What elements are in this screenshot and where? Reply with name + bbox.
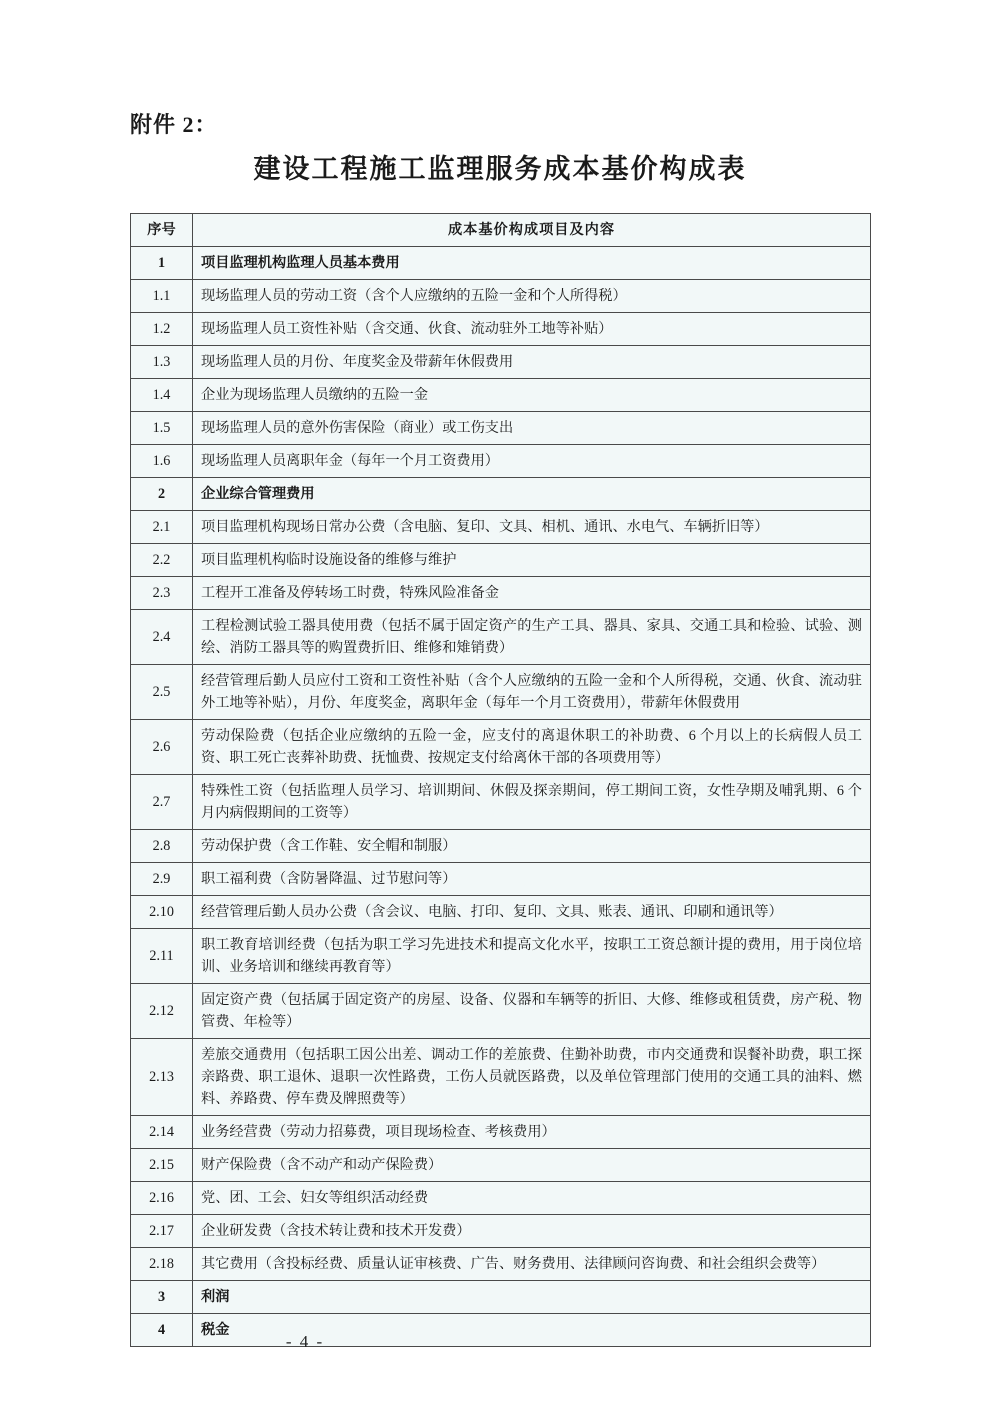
row-content: 业务经营费（劳动力招募费，项目现场检查、考核费用） (193, 1116, 871, 1149)
table-row (131, 1215, 871, 1248)
row-number: 1.3 (131, 346, 193, 379)
row-number: 1.6 (131, 445, 193, 478)
page-title: 建设工程施工监理服务成本基价构成表 (253, 154, 747, 185)
row-content: 企业为现场监理人员缴纳的五险一金 (193, 379, 871, 412)
table-row (131, 775, 871, 830)
table-row (131, 412, 871, 445)
row-content: 特殊性工资（包括监理人员学习、培训期间、休假及探亲期间，停工期间工资，女性孕期及哺乳期、6 个月内病假期间的工资等） (193, 775, 871, 830)
table-row (131, 544, 871, 577)
table-row (131, 863, 871, 896)
row-number: 2.6 (131, 720, 193, 775)
row-number: 2.9 (131, 863, 193, 896)
table-row (131, 346, 871, 379)
row-content: 现场监理人员的劳动工资（含个人应缴纳的五险一金和个人所得税） (193, 280, 871, 313)
row-number: 1.4 (131, 379, 193, 412)
row-number: 4 (131, 1314, 193, 1347)
row-content: 经营管理后勤人员办公费（含会议、电脑、打印、复印、文具、账表、通讯、印刷和通讯等） (193, 896, 871, 929)
table-row (131, 896, 871, 929)
row-number: 2.12 (131, 984, 193, 1039)
row-number: 1 (131, 247, 193, 280)
row-content: 项目监理机构现场日常办公费（含电脑、复印、文具、相机、通讯、水电气、车辆折旧等） (193, 511, 871, 544)
row-number: 1.1 (131, 280, 193, 313)
page-number (0, 1332, 1000, 1352)
row-content: 项目监理机构监理人员基本费用 (193, 247, 871, 280)
row-number: 2.18 (131, 1248, 193, 1281)
table-row (131, 929, 871, 984)
table-row (131, 1039, 871, 1116)
row-number: 2.15 (131, 1149, 193, 1182)
table-row (131, 1182, 871, 1215)
row-content: 企业研发费（含技术转让费和技术开发费） (193, 1215, 871, 1248)
column-header-content: 成本基价构成项目及内容 (193, 214, 871, 247)
table-row (131, 313, 871, 346)
row-number: 1.2 (131, 313, 193, 346)
row-content: 项目监理机构临时设施设备的维修与维护 (193, 544, 871, 577)
table-row (131, 1149, 871, 1182)
row-content: 工程开工准备及停转场工时费，特殊风险准备金 (193, 577, 871, 610)
table-row (131, 720, 871, 775)
row-number: 2.2 (131, 544, 193, 577)
row-content: 利润 (193, 1281, 871, 1314)
row-number: 2.3 (131, 577, 193, 610)
row-number: 2.10 (131, 896, 193, 929)
row-number: 2.13 (131, 1039, 193, 1116)
attachment-label: 附件 2： (130, 112, 218, 137)
table-row (131, 478, 871, 511)
row-content: 财产保险费（含不动产和动产保险费） (193, 1149, 871, 1182)
row-content: 职工教育培训经费（包括为职工学习先进技术和提高文化水平，按职工工资总额计提的费用，用于岗位培训、业务培训和继续再教育等） (193, 929, 871, 984)
row-content: 劳动保险费（包括企业应缴纳的五险一金，应支付的离退休职工的补助费、6 个月以上的长病假人员工资、职工死亡丧葬补助费、抚恤费、按规定支付给离休干部的各项费用等） (193, 720, 871, 775)
table-row (131, 577, 871, 610)
table-row (131, 247, 871, 280)
row-number: 2.4 (131, 610, 193, 665)
table-row (131, 610, 871, 665)
table-row (131, 830, 871, 863)
row-content: 现场监理人员离职年金（每年一个月工资费用） (193, 445, 871, 478)
row-content: 劳动保护费（含工作鞋、安全帽和制服） (193, 830, 871, 863)
row-number: 2.16 (131, 1182, 193, 1215)
table-row (131, 511, 871, 544)
row-content: 其它费用（含投标经费、质量认证审核费、广告、财务费用、法律顾问咨询费、和社会组织会费等） (193, 1248, 871, 1281)
row-content: 固定资产费（包括属于固定资产的房屋、设备、仪器和车辆等的折旧、大修、维修或租赁费，房产税、物管费、年检等） (193, 984, 871, 1039)
row-content: 现场监理人员工资性补贴（含交通、伙食、流动驻外工地等补贴） (193, 313, 871, 346)
row-number: 2.17 (131, 1215, 193, 1248)
row-number: 2.11 (131, 929, 193, 984)
table-row (131, 379, 871, 412)
row-number: 2 (131, 478, 193, 511)
table-row (131, 1116, 871, 1149)
row-number: 2.5 (131, 665, 193, 720)
row-number: 3 (131, 1281, 193, 1314)
row-number: 1.5 (131, 412, 193, 445)
table-body (131, 247, 871, 1347)
table-row (131, 280, 871, 313)
row-content: 工程检测试验工器具使用费（包括不属于固定资产的生产工具、器具、家具、交通工具和检验、试验、测绘、消防工器具等的购置费折旧、维修和雉销费） (193, 610, 871, 665)
table-row (131, 984, 871, 1039)
row-content: 企业综合管理费用 (193, 478, 871, 511)
row-number: 2.7 (131, 775, 193, 830)
row-content: 现场监理人员的月份、年度奖金及带薪年休假费用 (193, 346, 871, 379)
table-row (131, 1248, 871, 1281)
row-content: 差旅交通费用（包括职工因公出差、调动工作的差旅费、住勤补助费，市内交通费和误餐补助费，职工探亲路费、职工退休、退职一次性路费，工伤人员就医路费，以及单位管理部门使用的交通工具的油料、燃料、养路费、停车费及牌照费等） (193, 1039, 871, 1116)
table-header-row (131, 214, 871, 247)
row-content: 经营管理后勤人员应付工资和工资性补贴（含个人应缴纳的五险一金和个人所得税，交通、伙食、流动驻外工地等补贴），月份、年度奖金，离职年金（每年一个月工资费用），带薪年休假费用 (193, 665, 871, 720)
page-number-text: - 4 - (285, 1332, 325, 1351)
row-content: 税金 (193, 1314, 871, 1347)
table-row (131, 445, 871, 478)
row-number: 2.14 (131, 1116, 193, 1149)
cost-basis-table (130, 213, 871, 1347)
table-row (131, 665, 871, 720)
table-row (131, 1281, 871, 1314)
row-content: 党、团、工会、妇女等组织活动经费 (193, 1182, 871, 1215)
row-number: 2.1 (131, 511, 193, 544)
column-header-no: 序号 (131, 214, 193, 247)
row-number: 2.8 (131, 830, 193, 863)
row-content: 职工福利费（含防暑降温、过节慰问等） (193, 863, 871, 896)
row-content: 现场监理人员的意外伤害保险（商业）或工伤支出 (193, 412, 871, 445)
